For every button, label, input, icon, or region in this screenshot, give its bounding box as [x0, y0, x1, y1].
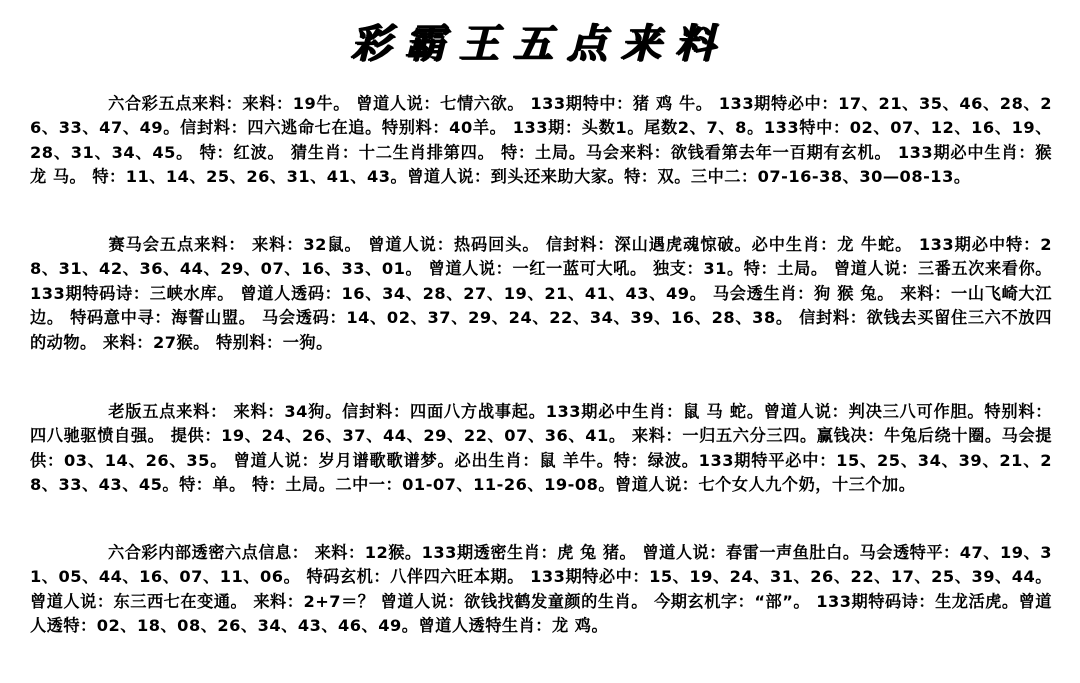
section-1: [30, 92, 1052, 190]
section-4: [30, 541, 1052, 639]
section-1-text: 六合彩五点来料：来料：19牛。 曾道人说：七情六欲。 133期特中：猪 鸡 牛。 133期特必中：17、21、35、46、28、26、33、47、49。信封料：四六逃命七在追。特别料：40羊。 133期：头数1。尾数2、7、8。133特中：02、07、12、16、19、28、31、34、45。 特：红波。 猜生肖：十二生肖排第四。 特：土局。马会来料：欲钱看第去年一百期有玄机。 133期必中生肖：猴 龙 马。 特：11、14、25、26、31、41、43。曾道人说：到头还来助大家。特：双。三中二：07-16-38、30—08-13。: [30, 94, 1052, 187]
section-4-text: 六合彩内部透密六点信息： 来料：12猴。133期透密生肖：虎 兔 猪。 曾道人说：春雷一声鱼肚白。马会透特平：47、19、31、05、44、16、07、11、06。 特码玄机：八伴四六旺本期。 133期特必中：15、19、24、31、26、22、17、25、39、44。 曾道人说：东三西七在变通。 来料：2+7＝？ 曾道人说：欲钱找鹤发童颜的生肖。 今期玄机字：“部”。 133期特码诗：生龙活虎。曾道人透特：02、18、08、26、34、43、46、49。曾道人透特生肖：龙 鸡。: [30, 543, 1052, 636]
page-title: 彩霸王五点来料: [351, 20, 729, 67]
section-2: [30, 233, 1052, 355]
section-3-text: 老版五点来料： 来料：34狗。信封料：四面八方战事起。133期必中生肖：鼠 马 蛇。曾道人说：判决三八可作胆。特别料：四八驰驱愤自强。 提供：19、24、26、37、44、29、22、07、36、41。 来料：一归五六分三四。赢钱决：牛兔后绕十圈。马会提供：03、14、26、35。 曾道人说：岁月谱歌歌谱梦。必出生肖：鼠 羊牛。特：绿波。133期特平必中：15、25、34、39、21、28、33、43、45。特：单。 特：土局。二中一：01-07、11-26、19-08。曾道人说：七个女人九个奶，十三个加。: [30, 402, 1052, 495]
section-2-text: 赛马会五点来料： 来料：32鼠。 曾道人说：热码回头。 信封料：深山遇虎魂惊破。必中生肖：龙 牛蛇。 133期必中特：28、31、42、36、44、29、07、16、33、01。 曾道人说：一红一蓝可大吼。 独支：31。特：土局。 曾道人说：三番五次来看你。 133期特码诗：三峡水库。 曾道人透码：16、34、28、27、19、21、41、43、49。 马会透生肖：狗 猴 兔。 来料：一山飞崎大江边。 特码意中寻：海誓山盟。 马会透码：14、02、37、29、24、22、34、39、16、28、38。 信封料：欲钱去买留住三六不放四的动物。 来料：27猴。 特别料：一狗。: [30, 235, 1052, 352]
section-3: [30, 400, 1052, 498]
